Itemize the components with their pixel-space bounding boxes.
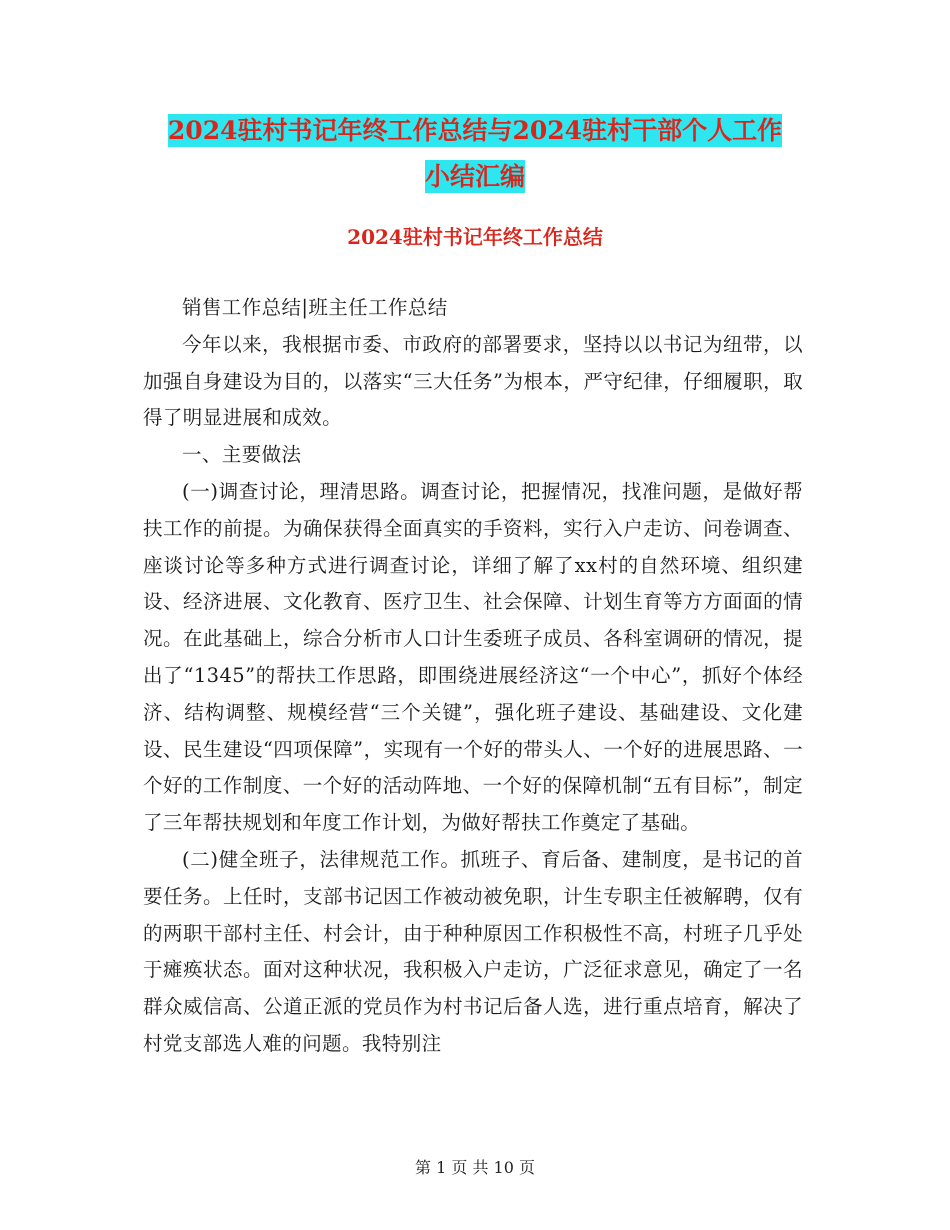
document-body (143, 290, 803, 1063)
paragraph-section-2: (二)健全班子，法律规范工作。抓班子、育后备、建制度，是书记的首要任务。上任时，支部书记因工作被动被免职，计生专职主任被解聘，仅有的两职干部村主任、村会计，由于种种原因工作积极性不高，村班子几乎处于瘫痪状态。面对这种状况，我积极入户走访，广泛征求意见，确定了一名群众威信高、公道正派的党员作为村书记后备人选，进行重点培育，解决了村党支部选人难的问题。我特别注 (143, 847, 803, 1055)
paragraph-section-1: (一)调查讨论，理清思路。调查讨论，把握情况，找准问题，是做好帮扶工作的前提。为确保获得全面真实的手资料，实行入户走访、问卷调查、座谈讨论等多种方式进行调查讨论，详细了解了xx村的自然环境、组织建设、经济进展、文化教育、医疗卫生、社会保障、计划生育等方方面面的情况。在此基础上，综合分析市人口计生委班子成员、各科室调研的情况，提出了“1345”的帮扶工作思路，即围绕进展经济这“一个中心”，抓好个体经济、结构调整、规模经营“三个关键”，强化班子建设、基础建设、文化建设、民生建设“四项保障”，实现有一个好的带头人、一个好的进展思路、一个好的工作制度、一个好的活动阵地、一个好的保障机制“五有目标”，制定了三年帮扶规划和年度工作计划，为做好帮扶工作奠定了基础。 (143, 479, 803, 835)
section-title: 2024驻村书记年终工作总结 (347, 225, 603, 249)
paragraph-intro: 今年以来，我根据市委、市政府的部署要求，坚持以以书记为纽带，以加强自身建设为目的，以落实“三大任务”为根本，严守纪律，仔细履职，取得了明显进展和成效。 (143, 332, 803, 430)
page-footer: 第 1 页 共 10 页 (415, 1158, 535, 1177)
title-line-2: 小结汇编 (424, 162, 525, 191)
paragraph-heading-main-practices: 一、主要做法 (182, 443, 302, 467)
document-title (140, 108, 810, 200)
paragraph-subtitle: 销售工作总结|班主任工作总结 (182, 296, 448, 319)
title-line-1: 2024驻村书记年终工作总结与2024驻村干部个人工作 (167, 116, 783, 145)
